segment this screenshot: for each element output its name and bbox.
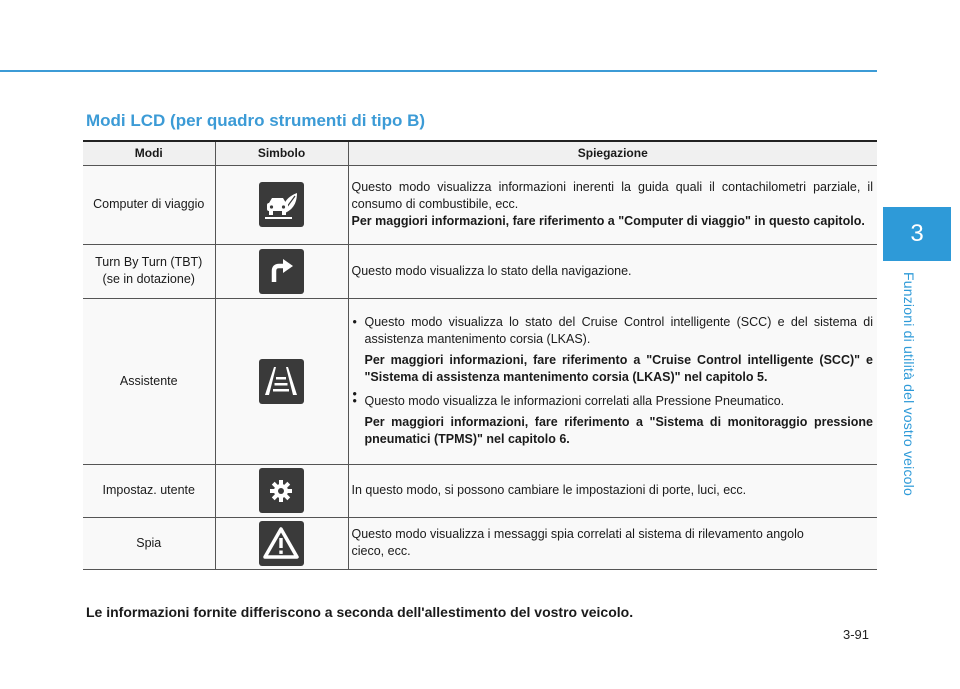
list-spacer xyxy=(352,386,874,393)
mode-name: Impostaz. utente xyxy=(83,464,215,517)
list-item xyxy=(352,393,874,448)
reference-note: Per maggiori informazioni, fare riferimento a "Computer di viaggio" in questo capitolo. xyxy=(351,214,865,228)
mode-name-line1: Turn By Turn (TBT) xyxy=(95,255,203,269)
mode-description-line2: cieco, ecc. xyxy=(351,544,411,558)
mode-description: Questo modo visualizza informazioni inerenti la guida quali il contachilometri parziale, il consumo di combustibile, ecc. xyxy=(351,180,873,211)
warning-triangle-icon xyxy=(259,521,304,566)
mode-description: In questo modo, si possono cambiare le impostazioni di porte, luci, ecc. xyxy=(348,464,877,517)
lane-assist-icon xyxy=(259,359,304,404)
mode-name: Computer di viaggio xyxy=(83,165,215,244)
list-item xyxy=(352,314,874,386)
header-explanation: Spiegazione xyxy=(348,141,877,165)
mode-description: Questo modo visualizza lo stato della navigazione. xyxy=(348,244,877,298)
table-row xyxy=(83,464,877,517)
bullet-text: Questo modo visualizza le informazioni correlati alla Pressione Pneumatico. xyxy=(364,394,785,408)
table-row xyxy=(83,165,877,244)
top-rule xyxy=(0,70,877,72)
bullet-text: Questo modo visualizza lo stato del Cruise Control intelligente (SCC) e del sistema di assistenza mantenimento corsia (LKAS). xyxy=(364,315,873,346)
chapter-tab xyxy=(883,207,951,261)
turn-arrow-icon xyxy=(259,249,304,294)
mode-description-line1: Questo modo visualizza i messaggi spia correlati al sistema di rilevamento angolo xyxy=(351,527,804,541)
table-row xyxy=(83,244,877,298)
footer-note: Le informazioni fornite differiscono a seconda dell'allestimento del vostro veicolo. xyxy=(86,604,634,620)
table-header-row xyxy=(83,141,877,165)
trip-computer-icon xyxy=(259,182,304,227)
header-symbol: Simbolo xyxy=(215,141,348,165)
mode-name: Assistente xyxy=(83,298,215,464)
bullet-list xyxy=(352,314,874,448)
chapter-number: 3 xyxy=(910,220,924,247)
table-row xyxy=(83,517,877,569)
chapter-title: Funzioni di utilità del vostro veicolo xyxy=(901,272,917,496)
reference-note: Per maggiori informazioni, fare riferimento a "Sistema di monitoraggio pressione pneumatici (TPMS)" nel capitolo 6. xyxy=(364,415,873,446)
page-number: 3-91 xyxy=(843,627,870,642)
table-row xyxy=(83,298,877,464)
header-mode: Modi xyxy=(83,141,215,165)
reference-note: Per maggiori informazioni, fare riferimento a "Cruise Control intelligente (SCC)" e "Sistema di assistenza mantenimento corsia (LKAS)" nel capitolo 5. xyxy=(364,353,873,384)
gear-icon xyxy=(259,468,304,513)
lcd-modes-table xyxy=(83,140,877,570)
mode-name xyxy=(83,244,215,298)
mode-name-line2: (se in dotazione) xyxy=(102,272,195,286)
mode-name: Spia xyxy=(83,517,215,569)
section-title: Modi LCD (per quadro strumenti di tipo B) xyxy=(86,111,426,130)
